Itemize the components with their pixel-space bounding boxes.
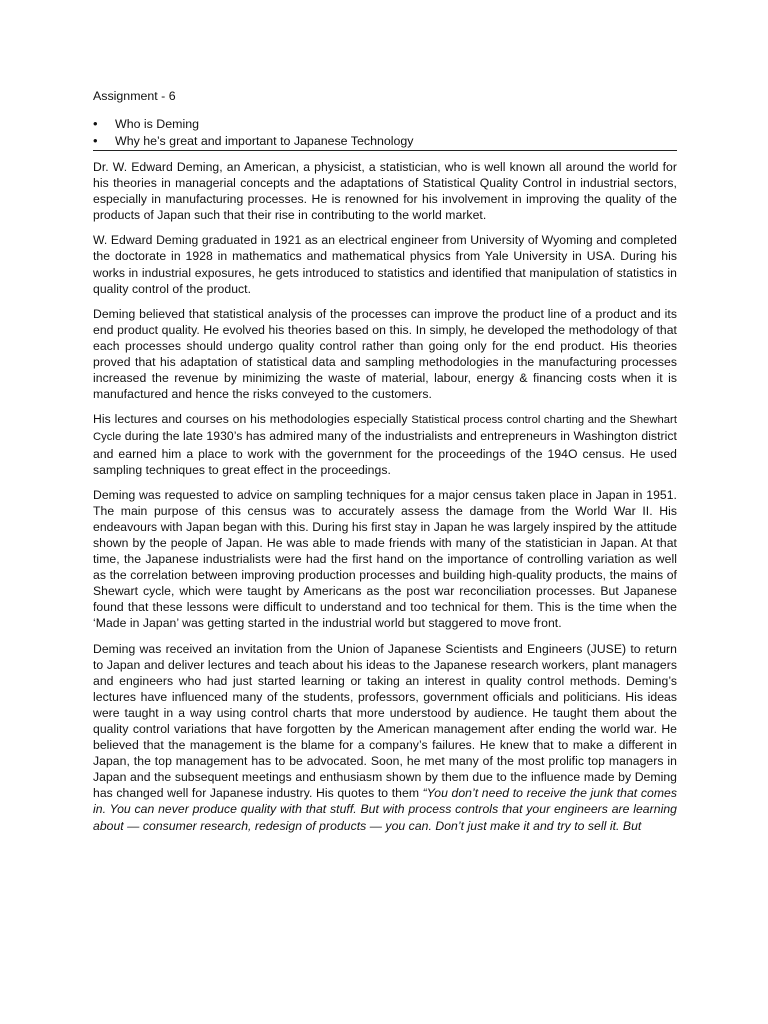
topic-item-who-is-deming: • Who is Deming: [93, 116, 677, 133]
deming-quote: “You don’t need to receive the junk that comes in. You can never produce quality with that stuff. But with process controls that your engineers are learning about — consumer research, redesign of products — you can. Don’t just make it and try to sell it. But: [93, 786, 677, 833]
paragraph-lectures: [93, 411, 677, 477]
topic-item-why-important: • Why he’s great and important to Japanese Technology: [93, 133, 677, 150]
paragraph-lectures-end: during the late 1930’s has admired many of the industrialists and entrepreneurs in Washington district and earned him a place to work with the government for the proceedings of the 194O census. He used sampling techniques to great effect in the proceedings.: [93, 429, 677, 477]
essay-body: [93, 159, 677, 834]
paragraph-juse: [93, 641, 677, 834]
paragraph-intro: Dr. W. Edward Deming, an American, a physicist, a statistician, who is well known all around the world for his theories in managerial concepts and the adaptations of Statistical Quality Control in industrial sectors, especially in manufacturing processes. He is renowned for his involvement in improving the quality of the products of Japan such that their rise in contributing to the world market.: [93, 160, 677, 223]
paragraph-juse-text: Deming was received an invitation from the Union of Japanese Scientists and Engineers (JUSE) to return to Japan and deliver lectures and teach about his ideas to the Japanese research workers, plant managers and engineers who had just started learning or taking an interest in quality control methods. Deming’s lectures have influenced many of the students, professors, government officials and politicians. His ideas were taught in a way using control charts that more understood by audience. He taught them about the quality control variations that have forgotten by the American management after ending the world war. He believed that the management is the blame for a company’s failures. He knew that to make a different in Japan, the top management has to be advocated. Soon, he met many of the most prolific top managers in Japan and the subsequent meetings and enthusiasm shown by them due to the influence made by Deming has changed well for Japanese industry. His quotes to them: [93, 641, 677, 801]
paragraph-census: Deming was requested to advice on sampling techniques for a major census taken place in Japan in 1951. The main purpose of this census was to accurately assess the damage from the World War II. His endeavours with Japan began with this. During his first stay in Japan he was largely inspired by the attitude shown by the people of Japan. He was able to made friends with many of the statistician in Japan. At that time, the Japanese industrialists were had the first hand on the importance of controlling variation as well as the correlation between improving production processes and building high-quality products, the mains of Shewart cycle, which were taught by Americans as the post war reconciliation processes. But Japanese found that these lessons were difficult to understand and too technical for them. This is the time when the ‘Made in Japan’ was getting started in the industrial world but staggered to move front.: [93, 487, 677, 631]
paragraph-education: W. Edward Deming graduated in 1921 as an electrical engineer from University of Wyoming and completed the doctorate in 1928 in mathematics and mathematical physics from Yale University in USA. During his works in industrial exposures, he gets introduced to statistics and identified that manipulation of statistics in quality control of the product.: [93, 233, 677, 296]
paragraph-theories: Deming believed that statistical analysis of the processes can improve the product line of a product and its end product quality. He evolved his theories based on this. In simply, he developed the methodology of that each processes should undergo quality control rather than going only for the end product. His theories proved that his adaptation of statistical data and sampling methodologies in the manufacturing processes increased the revenue by minimizing the waste of material, labour, energy & financing costs when it is manufactured and hence the risks conveyed to the customers.: [93, 306, 677, 402]
paragraph-lectures-start: His lectures and courses on his methodologies especially: [93, 412, 412, 427]
assignment-title: Assignment - 6: [93, 89, 176, 103]
topic-list: [93, 116, 677, 149]
paragraph-lectures-inset: Statistical process control charting and the Shewhart Cycle: [93, 414, 677, 444]
section-divider: [93, 150, 677, 151]
